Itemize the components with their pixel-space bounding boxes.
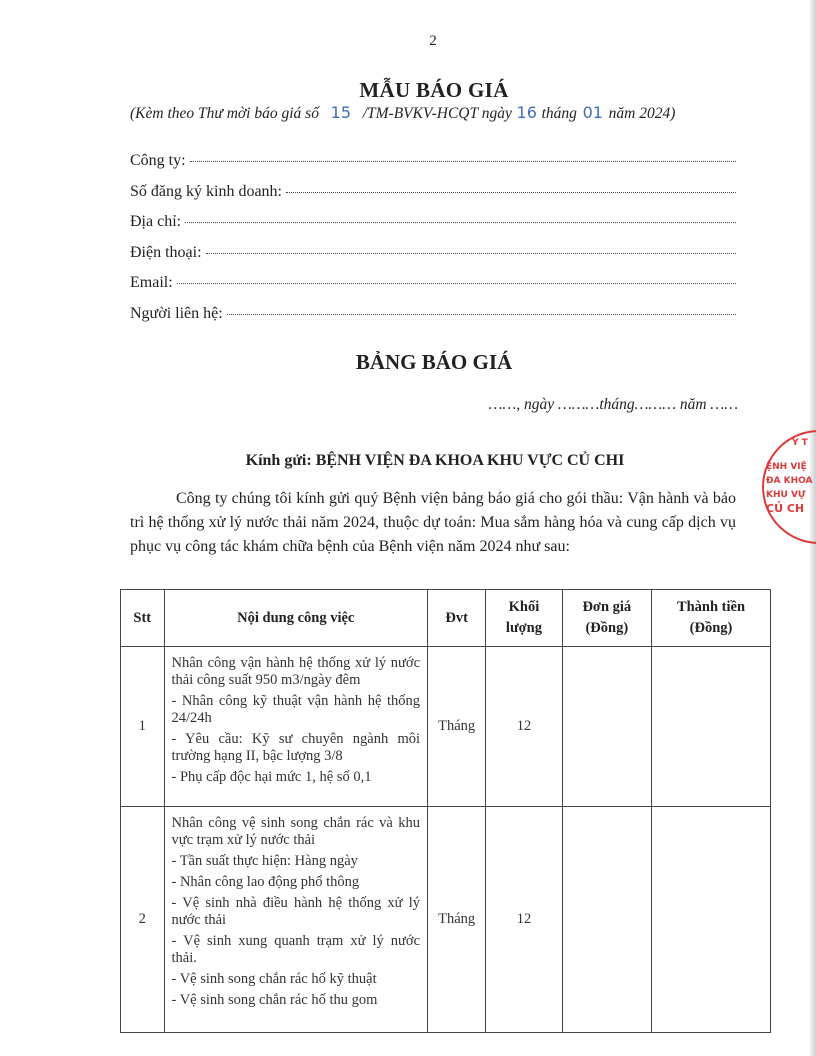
red-stamp xyxy=(762,430,816,550)
header-description: Nội dung công việc xyxy=(164,590,428,647)
field-address xyxy=(130,213,736,231)
desc-line: Nhân công vệ sinh song chắn rác và khu vực trạm xử lý nước thải xyxy=(171,815,421,848)
field-label: Địa chỉ: xyxy=(130,213,182,230)
cell-quantity: 12 xyxy=(486,647,562,807)
cell-total xyxy=(652,647,771,807)
field-company xyxy=(130,152,736,170)
form-subtitle xyxy=(130,103,750,123)
cell-quantity: 12 xyxy=(486,807,562,1033)
intro-paragraph: Công ty chúng tôi kính gửi quý Bệnh viện bảng báo giá cho gói thầu: Vận hành và bảo trì hệ thống xử lý nước thải năm 2024, thuộc dự toán: Mua sắm hàng hóa và cung cấp dịch vụ phục vụ công tác khám chữa bệnh của Bệnh viện năm 2024 như sau: xyxy=(130,490,736,555)
desc-line: - Vệ sinh song chắn rác hố thu gom xyxy=(171,992,378,1008)
stamp-text: KHU VỰ xyxy=(766,490,806,500)
field-label: Email: xyxy=(130,274,173,291)
cell-total xyxy=(652,807,771,1033)
table-row xyxy=(121,807,771,1033)
desc-line: - Phụ cấp độc hại mức 1, hệ số 0,1 xyxy=(171,769,372,785)
page-number: 2 xyxy=(429,33,437,49)
cell-unit-price xyxy=(562,807,651,1033)
field-label: Số đăng ký kinh doanh: xyxy=(130,183,282,200)
field-label: Công ty: xyxy=(130,152,186,169)
header-stt: Stt xyxy=(121,590,165,647)
header-quantity: Khối lượng xyxy=(486,590,562,647)
desc-line: Nhân công vận hành hệ thống xử lý nước thải công suất 950 m3/ngày đêm xyxy=(171,655,421,688)
cell-stt: 2 xyxy=(121,807,165,1033)
table-header-row xyxy=(121,590,771,647)
header-unit: Đvt xyxy=(428,590,486,647)
fill-line xyxy=(190,161,736,162)
fill-line xyxy=(185,222,736,223)
subtitle-suffix: năm 2024) xyxy=(608,105,676,122)
cell-unit-price xyxy=(562,647,651,807)
stamp-text: ỆNH VIỆ xyxy=(766,462,807,472)
field-email xyxy=(130,274,736,292)
fill-line xyxy=(206,253,736,254)
field-label: Người liên hệ: xyxy=(130,305,223,322)
date-line: ……, ngày ………tháng……… năm …… xyxy=(488,396,738,413)
fill-line xyxy=(227,314,736,315)
stamp-text: Y T xyxy=(792,438,808,448)
addressee: Kính gửi: BỆNH VIỆN ĐA KHOA KHU VỰC CỦ CHI xyxy=(245,452,625,469)
fill-line xyxy=(286,192,736,193)
header-total: Thành tiền (Đồng) xyxy=(652,590,771,647)
fill-line xyxy=(177,283,736,284)
field-contact-person xyxy=(130,305,736,323)
table-row xyxy=(121,647,771,807)
form-title: MẪU BÁO GIÁ xyxy=(359,78,509,102)
handwritten-day: 16 xyxy=(516,103,537,122)
desc-line: - Vệ sinh nhà điều hành hệ thống xử lý nước thải xyxy=(171,895,421,928)
stamp-text: ĐA KHOA xyxy=(766,476,813,486)
subtitle-prefix: (Kèm theo Thư mời báo giá số xyxy=(130,105,319,122)
stamp-text: CỦ CH xyxy=(766,502,805,515)
desc-line: - Nhân công kỹ thuật vận hành hệ thống 24/24h xyxy=(171,693,421,726)
field-business-registration xyxy=(130,183,736,201)
desc-line: - Yêu cầu: Kỹ sư chuyên ngành môi trường hạng II, bậc lượng 3/8 xyxy=(171,731,421,764)
desc-line: - Tần suất thực hiện: Hàng ngày xyxy=(171,853,358,869)
header-unit-price: Đơn giá (Đồng) xyxy=(562,590,651,647)
handwritten-month: 01 xyxy=(582,103,603,122)
price-table xyxy=(120,589,771,1033)
desc-line: - Vệ sinh song chắn rác hố kỹ thuật xyxy=(171,971,377,987)
field-label: Điện thoại: xyxy=(130,244,202,261)
handwritten-number: 15 xyxy=(330,103,351,122)
cell-unit: Tháng xyxy=(428,807,486,1033)
cell-stt: 1 xyxy=(121,647,165,807)
cell-unit: Tháng xyxy=(428,647,486,807)
desc-line: - Nhân công lao động phổ thông xyxy=(171,874,360,890)
field-phone xyxy=(130,244,736,262)
desc-line: - Vệ sinh xung quanh trạm xử lý nước thải. xyxy=(171,933,421,966)
subtitle-code: /TM-BVKV-HCQT ngày xyxy=(362,105,512,122)
subtitle-month-label: tháng xyxy=(541,105,577,122)
cell-description xyxy=(164,647,428,807)
cell-description xyxy=(164,807,428,1033)
quote-title: BẢNG BÁO GIÁ xyxy=(355,350,513,374)
